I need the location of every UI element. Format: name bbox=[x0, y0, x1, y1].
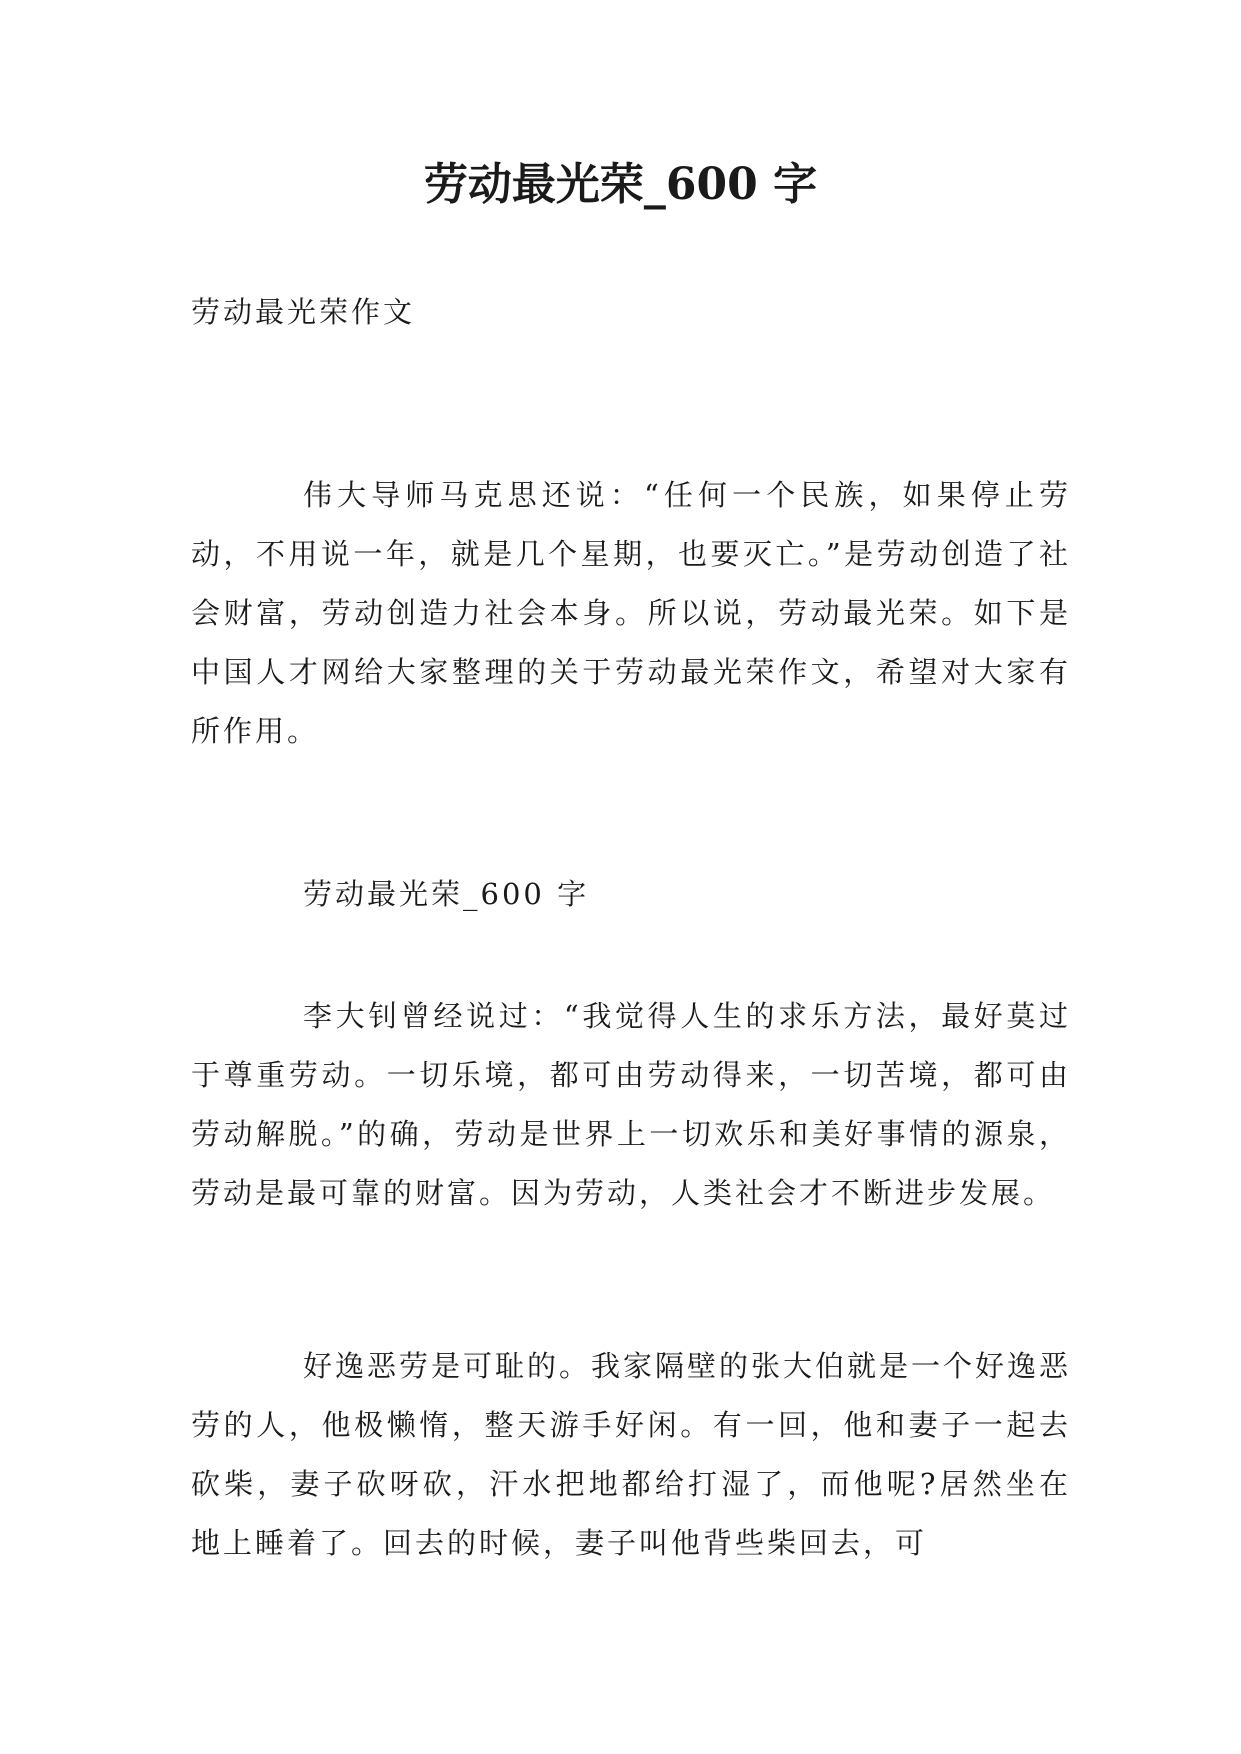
paragraph-li-dazhao-quote: 李大钊曾经说过：“我觉得人生的求乐方法，最好莫过于尊重劳动。一切乐境，都可由劳动得来，一切苦境，都可由劳动解脱。”的确，劳动是世界上一切欢乐和美好事情的源泉，劳动是最可靠的财富。因为劳动，人类社会才不断进步发展。 bbox=[191, 999, 1071, 1210]
paragraph-intro: 伟大导师马克思还说：“任何一个民族，如果停止劳动，不用说一年，就是几个星期，也要灭亡。”是劳动创造了社会财富，劳动创造力社会本身。所以说，劳动最光荣。如下是中国人才网给大家整理的关于劳动最光荣作文，希望对大家有所作用。 bbox=[191, 478, 1071, 748]
page-title: 劳动最光荣_600 字 bbox=[423, 159, 818, 210]
section-heading: 劳动最光荣_600 字 bbox=[303, 877, 590, 911]
document-subtitle: 劳动最光荣作文 bbox=[191, 295, 416, 329]
paragraph-lazy-neighbor: 好逸恶劳是可耻的。我家隔壁的张大伯就是一个好逸恶劳的人，他极懒惰，整天游手好闲。有一回，他和妻子一起去砍柴，妻子砍呀砍，汗水把地都给打湿了，而他呢?居然坐在地上睡着了。回去的时候，妻子叫他背些柴回去，可 bbox=[191, 1349, 1072, 1560]
